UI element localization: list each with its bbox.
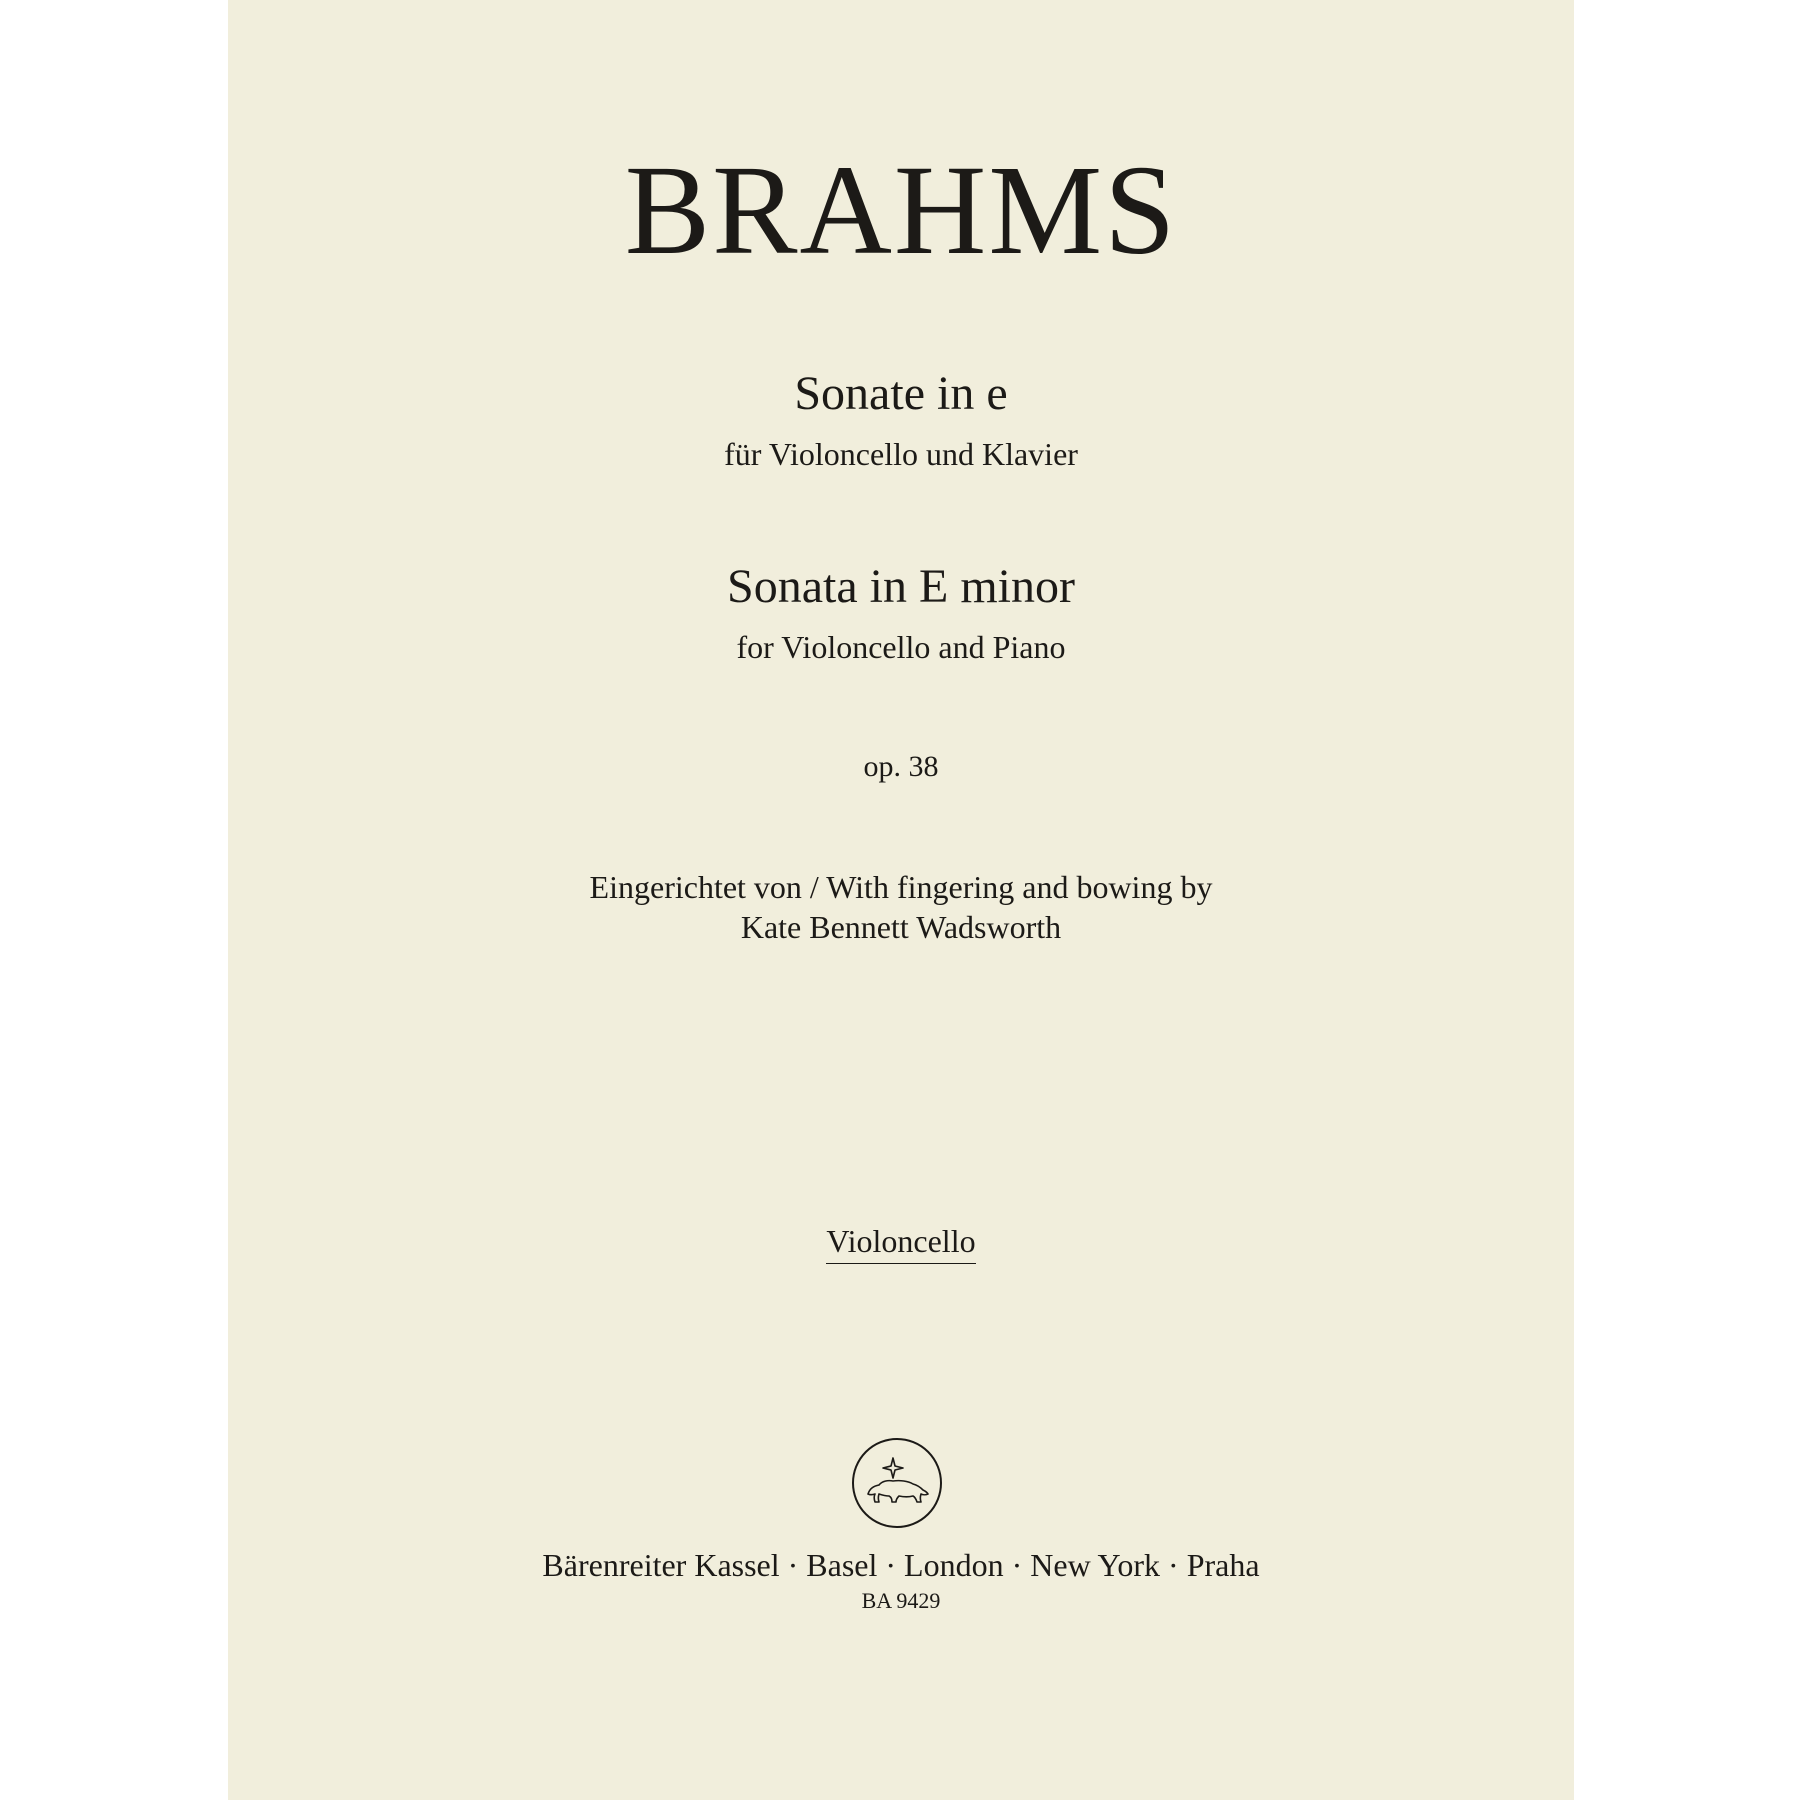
subtitle-english: for Violoncello and Piano [736, 629, 1066, 665]
score-cover [228, 0, 1574, 1800]
credit-line: Eingerichtet von / With fingering and bowing by [589, 869, 1213, 905]
catalog-number: BA 9429 [861, 1588, 941, 1613]
baerenreiter-bear-star-logo-icon [850, 1436, 944, 1530]
title-english: Sonata in E minor [727, 560, 1075, 613]
subtitle-german: für Violoncello und Klavier [724, 436, 1078, 472]
arranger-name: Kate Bennett Wadsworth [740, 909, 1062, 945]
composer-name: BRAHMS [624, 139, 1178, 281]
part-label: Violoncello [826, 1225, 975, 1264]
publisher-line: Bärenreiter Kassel · Basel · London · New York · Praha [542, 1547, 1260, 1583]
part-label-wrapper [228, 1225, 1574, 1264]
opus-number: op. 38 [863, 750, 939, 783]
title-german: Sonate in e [794, 367, 1008, 420]
